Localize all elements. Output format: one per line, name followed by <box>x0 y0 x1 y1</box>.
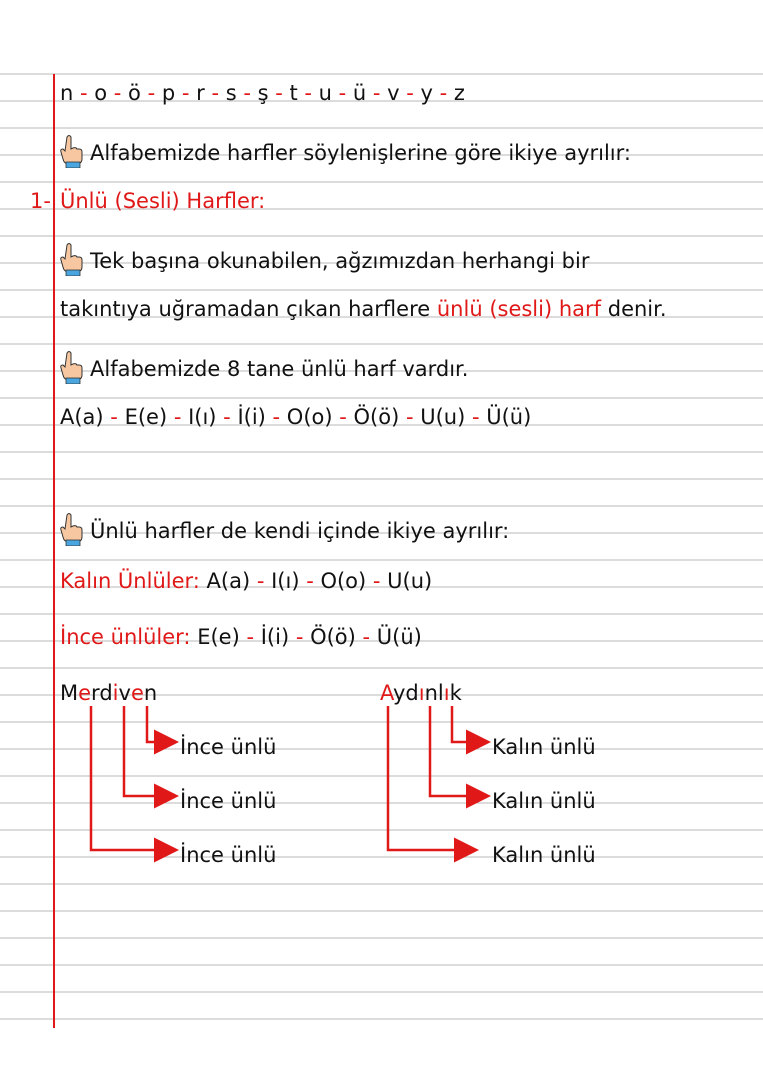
separator-dash: - <box>332 405 354 429</box>
separator-dash: - <box>73 81 95 105</box>
consonant-letter: n <box>424 681 438 705</box>
letter-item: E(e) <box>124 405 168 429</box>
label-aydinlik-3: Kalın ünlü <box>492 843 596 867</box>
letter-item: O(o) <box>320 569 367 593</box>
definition-highlight: ünlü (sesli) harf <box>436 297 602 321</box>
letter-item: A(a) <box>206 569 251 593</box>
consonant-letter: y <box>392 681 406 705</box>
letter-item: t <box>289 81 298 105</box>
count-text: Alfabemizde 8 tane ünlü harf vardır. <box>90 357 469 381</box>
vowel-letter: e <box>130 681 144 705</box>
letter-item: A(a) <box>60 405 104 429</box>
definition-text-2: takıntıya uğramadan çıkan harflere <box>60 297 431 321</box>
section-title: Ünlü (Sesli) Harfler: <box>60 189 266 213</box>
consonant-letter: k <box>449 681 462 705</box>
letter-item: U(u) <box>420 405 466 429</box>
separator-dash: - <box>265 405 287 429</box>
separator-dash: - <box>465 405 487 429</box>
arrow-merdiven-1 <box>91 706 174 850</box>
definition-text-1: Tek başına okunabilen, ağzımızdan herhangi bir <box>90 249 590 273</box>
letter-item: s <box>225 81 237 105</box>
arrow-merdiven-3 <box>147 706 174 742</box>
separator-dash: - <box>239 625 261 649</box>
label-merdiven-3: İnce ünlü <box>180 843 277 867</box>
vowel-letter: e <box>78 681 92 705</box>
consonant-letter: n <box>143 681 158 705</box>
arrow-merdiven-2 <box>124 706 174 796</box>
separator-dash: - <box>175 81 197 105</box>
letter-item: y <box>420 81 433 105</box>
letter-item: İ(i) <box>260 625 290 649</box>
consonant-letter: v <box>118 681 131 705</box>
consonant-letter: l <box>437 681 444 705</box>
label-aydinlik-1: Kalın ünlü <box>492 735 596 759</box>
letter-item: İ(i) <box>237 405 266 429</box>
letter-item: Ö(ö) <box>310 625 356 649</box>
letter-item: Ü(ü) <box>376 625 422 649</box>
vowel-letter: ı <box>418 681 425 705</box>
separator-dash: - <box>366 569 388 593</box>
letter-item: I(ı) <box>188 405 217 429</box>
separator-dash: - <box>250 569 272 593</box>
separator-dash: - <box>289 625 311 649</box>
separator-dash: - <box>399 405 421 429</box>
letter-item: O(o) <box>286 405 333 429</box>
separator-dash: - <box>331 81 353 105</box>
separator-dash: - <box>107 81 129 105</box>
letter-item: u <box>318 81 332 105</box>
letter-item: v <box>387 81 400 105</box>
letter-item: E(e) <box>197 625 240 649</box>
separator-dash: - <box>355 625 377 649</box>
letter-item: ö <box>128 81 141 105</box>
letter-item: o <box>94 81 108 105</box>
separator-dash: - <box>366 81 388 105</box>
arrow-aydinlik-3 <box>452 706 486 742</box>
separator-dash: - <box>297 81 319 105</box>
intro-text: Alfabemizde harfler söylenişlerine göre ikiye ayrılır: <box>90 141 631 165</box>
split-text: Ünlü harfler de kendi içinde ikiye ayrılır: <box>90 519 510 543</box>
label-merdiven-2: İnce ünlü <box>180 789 277 813</box>
section-number: 1- <box>30 189 51 213</box>
separator-dash: - <box>399 81 421 105</box>
arrow-aydinlik-2 <box>430 706 486 796</box>
letter-item: I(ı) <box>271 569 300 593</box>
letter-item: n <box>60 81 74 105</box>
letter-item: ü <box>352 81 367 105</box>
consonant-letter: r <box>91 681 100 705</box>
definition-end: denir. <box>607 297 667 321</box>
separator-dash: - <box>299 569 321 593</box>
vowel-letter: i <box>112 681 119 705</box>
letter-item: p <box>161 81 176 105</box>
separator-dash: - <box>268 81 290 105</box>
consonant-letter: d <box>405 681 419 705</box>
separator-dash: - <box>204 81 226 105</box>
letter-item: Ü(ü) <box>486 405 532 429</box>
letter-item: ş <box>257 81 269 105</box>
letter-item: Ö(ö) <box>353 405 400 429</box>
separator-dash: - <box>216 405 238 429</box>
label-aydinlik-2: Kalın ünlü <box>492 789 596 813</box>
separator-dash: - <box>236 81 258 105</box>
consonant-letter: M <box>60 681 79 705</box>
letter-item: r <box>196 81 205 105</box>
vowel-letter: A <box>380 681 393 705</box>
thin-label: İnce ünlüler: <box>60 625 191 649</box>
letter-item: U(u) <box>387 569 433 593</box>
separator-dash: - <box>103 405 125 429</box>
thick-label: Kalın Ünlüler: <box>60 569 200 593</box>
letter-item: z <box>453 81 465 105</box>
vowel-letter: ı <box>443 681 450 705</box>
consonant-letter: d <box>99 681 113 705</box>
separator-dash: - <box>432 81 454 105</box>
separator-dash: - <box>140 81 162 105</box>
separator-dash: - <box>167 405 189 429</box>
label-merdiven-1: İnce ünlü <box>180 735 277 759</box>
